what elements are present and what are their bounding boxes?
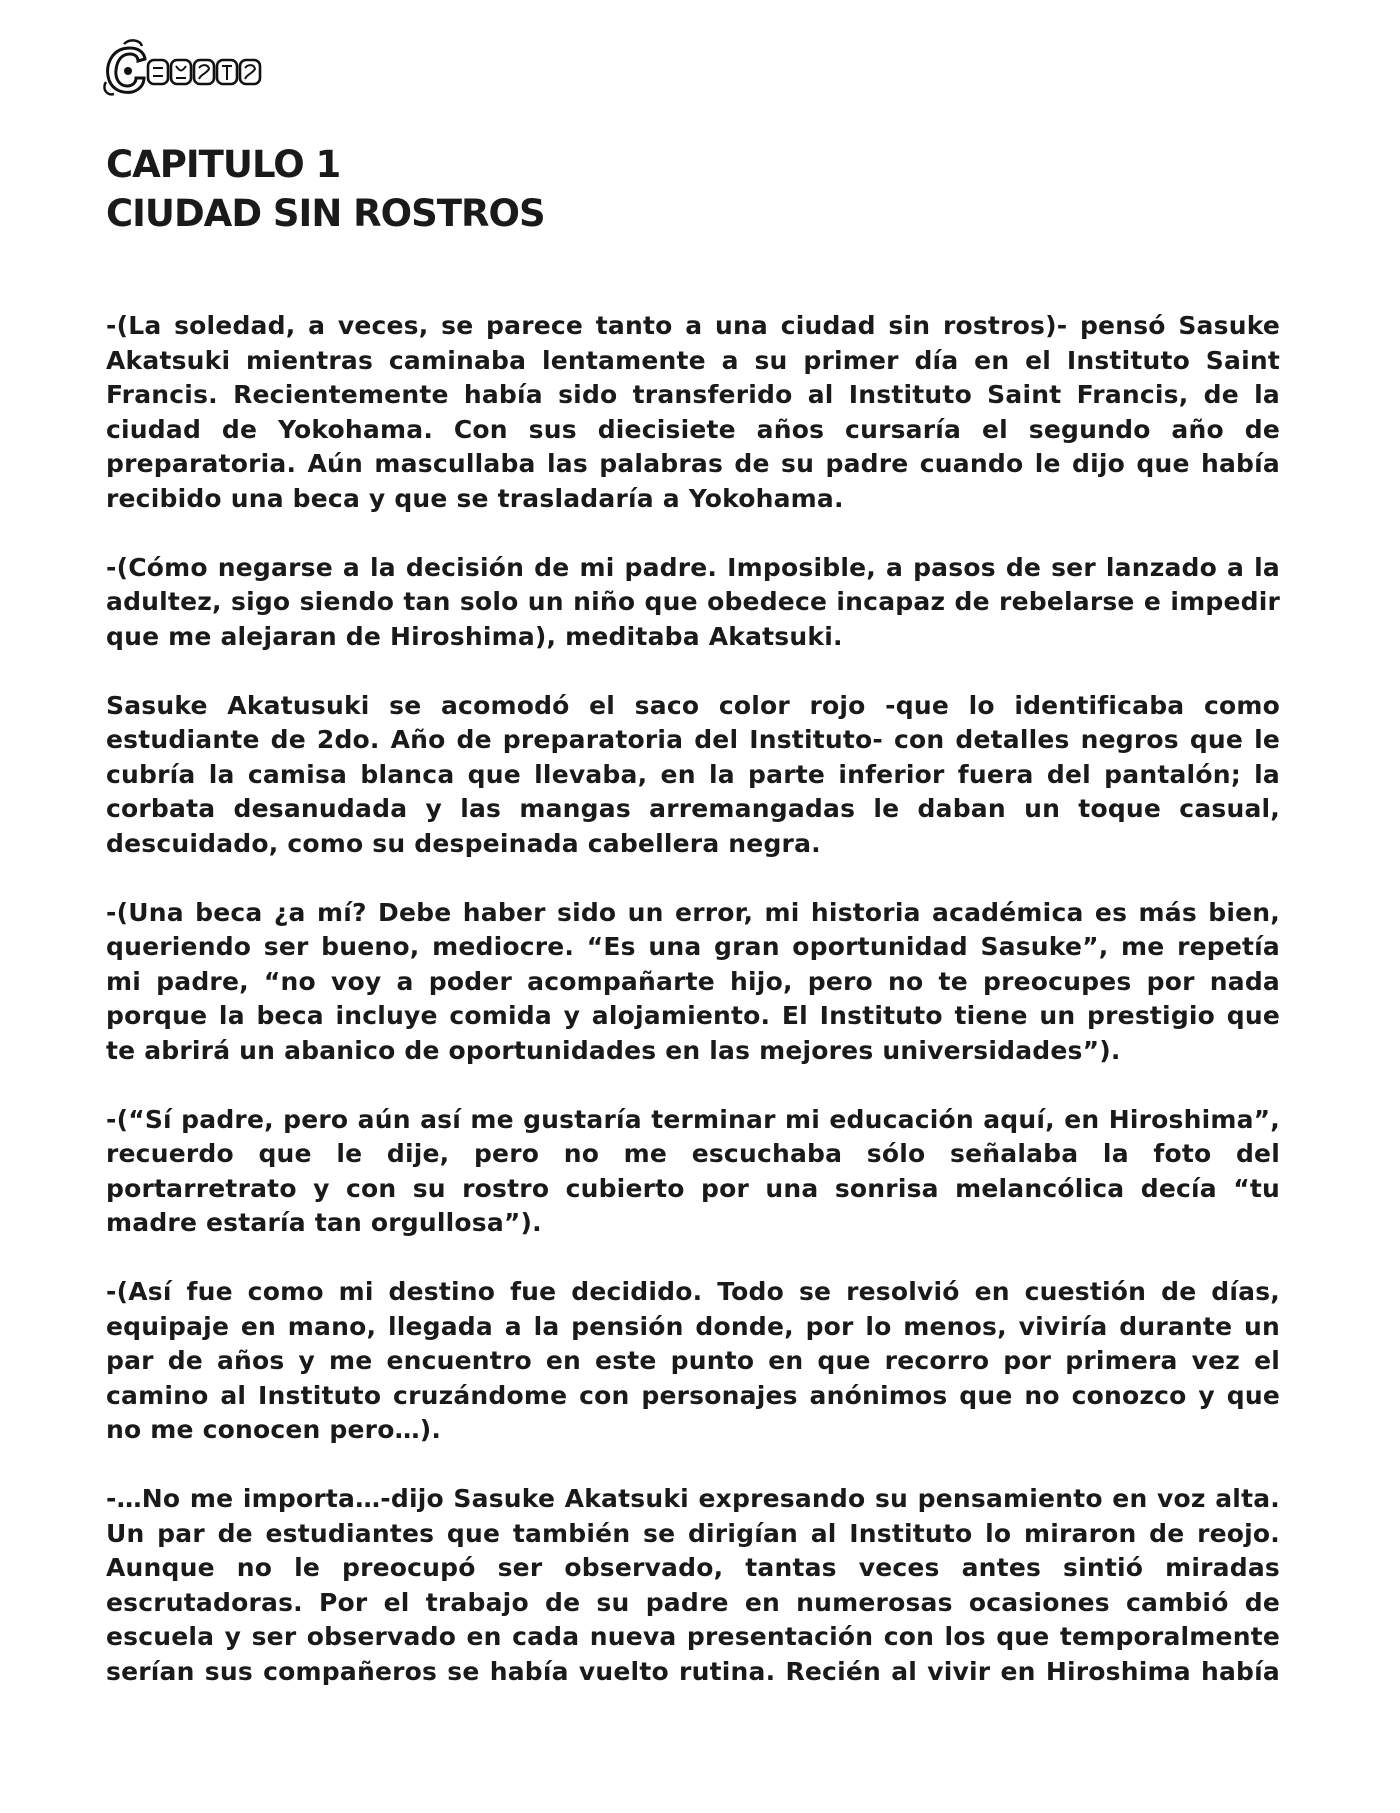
paragraph: -…No me importa…-dijo Sasuke Akatsuki expresando su pensamiento en voz alta. Un par de estudiantes que también se dirigían al Instituto lo miraron de reojo. Aunque no le preocupó ser observado, tantas veces antes sintió miradas escrutadoras. Por el trabajo de su padre en numerosas ocasiones cambió de escuela y ser observado en cada nueva presentación con los que temporalmente serían sus compañeros se había vuelto rutina. Recién al vivir en Hiroshima había [106, 1484, 1280, 1686]
chapter-heading [106, 140, 545, 238]
chapter-title: CIUDAD SIN ROSTROS [106, 192, 545, 235]
paragraph: -(La soledad, a veces, se parece tanto a una ciudad sin rostros)- pensó Sasuke Akatsuki mientras caminaba lentamente a su primer día en el Instituto Saint Francis. Recientemente había sido transferido al Instituto Saint Francis, de la ciudad de Yokohama. Con sus diecisiete años cursaría el segundo año de preparatoria. Aún mascullaba las palabras de su padre cuando le dijo que había recibido una beca y que se trasladaría a Yokohama. [106, 311, 1280, 513]
paragraph: -(“Sí padre, pero aún así me gustaría terminar mi educación aquí, en Hiroshima”, recuerdo que le dije, pero no me escuchaba sólo señalaba la foto del portarretrato y con su rostro cubierto por una sonrisa melancólica decía “tu madre estaría tan orgullosa”). [106, 1104, 1280, 1237]
logo [100, 38, 265, 100]
paragraph: -(Cómo negarse a la decisión de mi padre. Imposible, a pasos de ser lanzado a la adultez, sigo siendo tan solo un niño que obedece incapaz de rebelarse e impedir que me alejaran de Hiroshima), meditaba Akatsuki. [106, 552, 1280, 651]
chapter-body [106, 309, 1280, 1689]
paragraph: -(Así fue como mi destino fue decidido. Todo se resolvió en cuestión de días, equipaje en mano, llegada a la pensión donde, por lo menos, viviría durante un par de años y me encuentro en este punto en que recorro por primera vez el camino al Instituto cruzándome con personajes anónimos que no conozco y que no me conocen pero…). [106, 1277, 1280, 1444]
gothic-wordmark-logo-icon [100, 38, 265, 100]
paragraph: Sasuke Akatusuki se acomodó el saco color rojo -que lo identificaba como estudiante de 2do. Año de preparatoria del Instituto- con detalles negros que le cubría la camisa blanca que llevaba, en la parte inferior fuera del pantalón; la corbata desanudada y las mangas arremangadas le daban un toque casual, descuidado, como su despeinada cabellera negra. [106, 690, 1280, 858]
chapter-number: CAPITULO 1 [106, 143, 341, 186]
paragraph: -(Una beca ¿a mí? Debe haber sido un error, mi historia académica es más bien, queriendo ser bueno, mediocre. “Es una gran oportunidad Sasuke”, me repetía mi padre, “no voy a poder acompañarte hijo, pero no te preocupes por nada porque la beca incluye comida y alojamiento. El Instituto tiene un prestigio que te abrirá un abanico de oportunidades en las mejores universidades”). [106, 897, 1280, 1065]
